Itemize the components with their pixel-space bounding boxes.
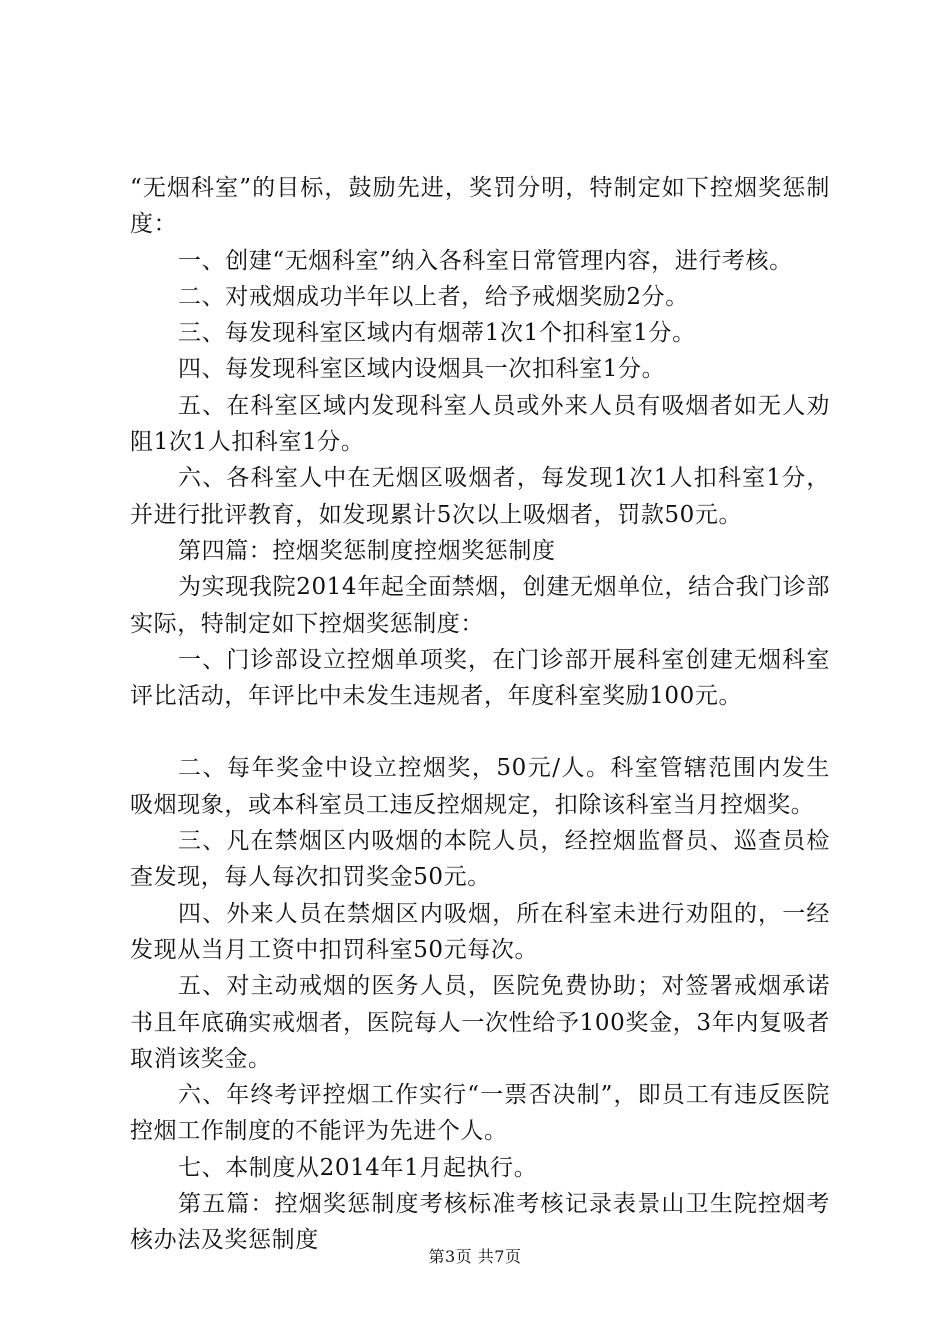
blank-line (130, 714, 830, 750)
section-heading-part-4: 第四篇：控烟奖惩制度控烟奖惩制度 (178, 537, 556, 564)
paragraph-rule-1: 一、创建“无烟科室”纳入各科室日常管理内容，进行考核。 (178, 247, 793, 274)
paragraph-part-4-rule-5: 五、对主动戒烟的医务人员，医院免费协助；对签署戒烟承诺书且年底确实戒烟者，医院每人一次性给予100奖金，3年内复吸者取消该奖金。 (130, 973, 830, 1072)
page-number-footer: 第3页 共7页 (428, 1247, 522, 1266)
section-heading-part-5: 第五篇：控烟奖惩制度考核标准考核记录表景山卫生院控烟考核办法及奖惩制度 (130, 1191, 830, 1254)
paragraph-rule-6: 六、各科室人中在无烟区吸烟者，每发现1次1人扣科室1分，并进行批评教育，如发现累计5次以上吸烟者，罚款50元。 (130, 465, 830, 528)
paragraph-rule-4: 四、每发现科室区域内设烟具一次扣科室1分。 (178, 356, 666, 383)
paragraph-part-4-rule-2: 二、每年奖金中设立控烟奖，50元/人。科室管辖范围内发生吸烟现象，或本科室员工违反控烟规定，扣除该科室当月控烟奖。 (130, 755, 830, 818)
paragraph-part-4-rule-6: 六、年终考评控烟工作实行“一票否决制”，即员工有违反医院控烟工作制度的不能评为先进个人。 (130, 1082, 830, 1145)
paragraph-part-4-rule-3: 三、凡在禁烟区内吸烟的本院人员，经控烟监督员、巡查员检查发现，每人每次扣罚奖金50元。 (130, 828, 830, 891)
paragraph-rule-5: 五、在科室区域内发现科室人员或外来人员有吸烟者如无人劝阻1次1人扣科室1分。 (130, 392, 830, 456)
paragraph-part-4-rule-4: 四、外来人员在禁烟区内吸烟，所在科室未进行劝阻的，一经发现从当月工资中扣罚科室50元每次。 (130, 900, 830, 963)
paragraph-rule-3: 三、每发现科室区域内有烟蒂1次1个扣科室1分。 (178, 320, 696, 347)
paragraph-part-4-intro: 为实现我院2014年起全面禁烟，创建无烟单位，结合我门诊部实际，特制定如下控烟奖惩制度： (130, 574, 830, 637)
paragraph-part-4-rule-7: 七、本制度从2014年1月起执行。 (178, 1154, 538, 1181)
paragraph-intro-continuation: “无烟科室”的目标，鼓励先进，奖罚分明，特制定如下控烟奖惩制度： (130, 175, 830, 238)
paragraph-part-4-rule-1: 一、门诊部设立控烟单项奖，在门诊部开展科室创建无烟科室评比活动，年评比中未发生违规者，年度科室奖励100元。 (130, 646, 830, 710)
document-body (130, 170, 830, 1259)
paragraph-rule-2: 二、对戒烟成功半年以上者，给予戒烟奖励2分。 (178, 283, 689, 310)
